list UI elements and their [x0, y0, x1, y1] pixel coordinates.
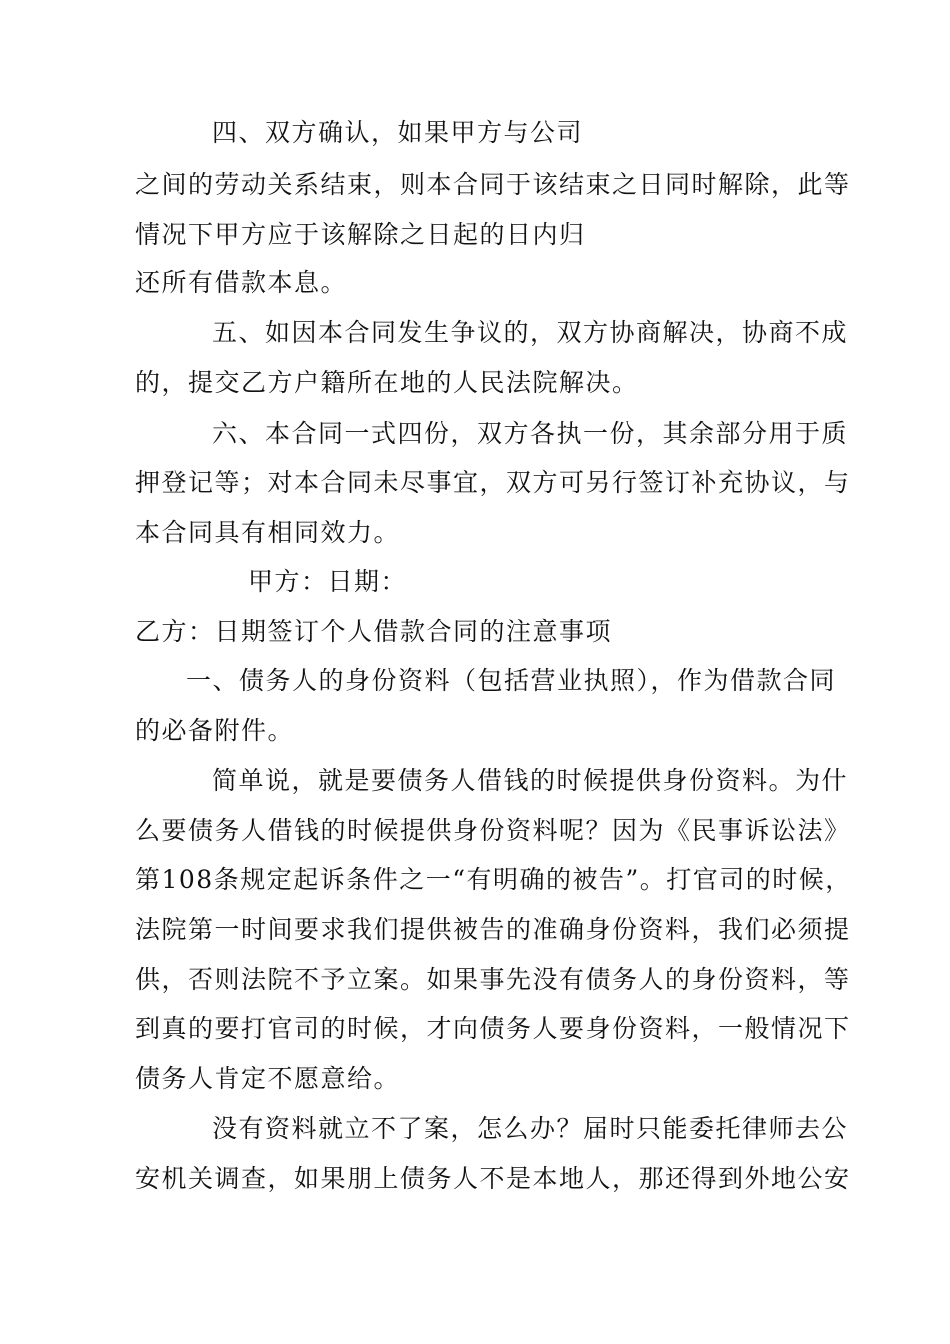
- note-one-line-2: 的必备附件。: [135, 716, 295, 745]
- followup-line-1: 没有资料就立不了案，怎么办？届时只能委托律师去公: [212, 1114, 849, 1143]
- explanation-line-4: 法院第一时间要求我们提供被告的准确身份资料，我们必须提: [135, 915, 851, 944]
- explanation-line-7: 债务人肯定不愿意给。: [135, 1064, 401, 1093]
- explanation-line-5: 供，否则法院不予立案。如果事先没有债务人的身份资料，等: [135, 965, 851, 994]
- clause-five-line-1: 五、如因本合同发生争议的，双方协商解决，协商不成: [212, 318, 849, 347]
- clause-four-line-2: 之间的劳动关系结束，则本合同于该结束之日同时解除，此等: [135, 170, 851, 199]
- clause-six-line-2: 押登记等；对本合同未尽事宜，双方可另行签订补充协议，与: [135, 468, 851, 497]
- clause-six-line-1: 六、本合同一式四份，双方各执一份，其余部分用于质: [212, 419, 849, 448]
- clause-four-line-1: 四、双方确认，如果甲方与公司: [212, 118, 584, 147]
- clause-four-line-4: 还所有借款本息。: [135, 268, 348, 297]
- explanation-line-3: 第108条规定起诉条件之一“有明确的被告”。打官司的时候，: [135, 865, 852, 894]
- party-b-and-section-title: 乙方：日期签订个人借款合同的注意事项: [135, 617, 613, 646]
- clause-five-line-2: 的，提交乙方户籍所在地的人民法院解决。: [135, 368, 639, 397]
- clause-four-line-3: 情况下甲方应于该解除之日起的日内归: [135, 220, 586, 249]
- party-a-signature-line: 甲方：日期：: [248, 567, 408, 596]
- explanation-line-1: 简单说，就是要债务人借钱的时候提供身份资料。为什: [212, 766, 849, 795]
- note-one-line-1: 一、债务人的身份资料（包括营业执照），作为借款合同: [186, 666, 837, 695]
- followup-line-2: 安机关调查，如果朋上债务人不是本地人，那还得到外地公安: [135, 1164, 851, 1193]
- clause-six-line-3: 本合同具有相同效力。: [135, 518, 401, 547]
- explanation-line-6: 到真的要打官司的时候，才向债务人要身份资料，一般情况下: [135, 1014, 851, 1043]
- explanation-line-2: 么要债务人借钱的时候提供身份资料呢？因为《民事诉讼法》: [135, 816, 851, 845]
